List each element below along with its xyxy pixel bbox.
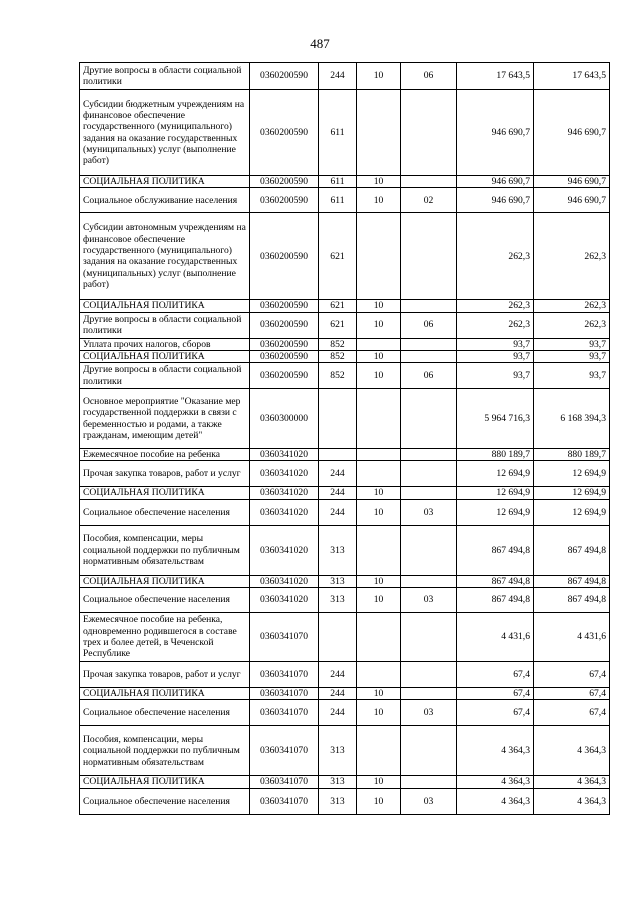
expense-type-cell: 611 — [319, 90, 357, 176]
subsection-cell — [401, 389, 457, 449]
target-article-code-cell: 0360200590 — [250, 213, 319, 300]
target-article-code-cell: 0360341020 — [250, 487, 319, 499]
amount-year2-cell: 4 364,3 — [534, 776, 610, 788]
amount-year2-cell: 946 690,7 — [534, 188, 610, 213]
amount-year1-cell: 17 643,5 — [457, 63, 534, 90]
target-article-code-cell: 0360341070 — [250, 662, 319, 688]
amount-year2-cell: 93,7 — [534, 363, 610, 389]
row-name-cell: Ежемесячное пособие на ребенка, одновременно родившегося в составе трех и более детей, в Чеченской Республике — [80, 613, 250, 662]
target-article-code-cell: 0360300000 — [250, 389, 319, 449]
section-cell: 10 — [357, 700, 401, 726]
row-name-cell: Социальное обеспечение населения — [80, 700, 250, 726]
expense-type-cell: 244 — [319, 487, 357, 499]
amount-year2-cell: 17 643,5 — [534, 63, 610, 90]
section-cell — [357, 662, 401, 688]
row-name-cell: Социальное обеспечение населения — [80, 499, 250, 525]
section-cell: 10 — [357, 499, 401, 525]
subsection-cell: 06 — [401, 363, 457, 389]
amount-year2-cell: 262,3 — [534, 213, 610, 300]
expense-type-cell: 621 — [319, 213, 357, 300]
target-article-code-cell: 0360200590 — [250, 176, 319, 188]
amount-year1-cell: 262,3 — [457, 300, 534, 312]
budget-table — [79, 62, 610, 815]
target-article-code-cell: 0360341070 — [250, 726, 319, 776]
row-name-cell: Другие вопросы в области социальной политики — [80, 312, 250, 338]
amount-year2-cell: 4 364,3 — [534, 788, 610, 814]
target-article-code-cell: 0360341020 — [250, 525, 319, 575]
amount-year2-cell: 946 690,7 — [534, 90, 610, 176]
subsection-cell — [401, 575, 457, 587]
table-row — [80, 588, 610, 613]
row-name-cell: СОЦИАЛЬНАЯ ПОЛИТИКА — [80, 487, 250, 499]
subsection-cell — [401, 525, 457, 575]
row-name-cell: Прочая закупка товаров, работ и услуг — [80, 662, 250, 688]
section-cell: 10 — [357, 300, 401, 312]
target-article-code-cell: 0360341070 — [250, 700, 319, 726]
subsection-cell — [401, 350, 457, 362]
table-row — [80, 525, 610, 575]
table-row — [80, 63, 610, 90]
section-cell: 10 — [357, 363, 401, 389]
amount-year1-cell: 67,4 — [457, 700, 534, 726]
amount-year1-cell: 12 694,9 — [457, 499, 534, 525]
row-name-cell: Другие вопросы в области социальной политики — [80, 363, 250, 389]
expense-type-cell: 244 — [319, 461, 357, 487]
subsection-cell — [401, 726, 457, 776]
expense-type-cell: 313 — [319, 575, 357, 587]
section-cell: 10 — [357, 776, 401, 788]
table-row — [80, 461, 610, 487]
table-row — [80, 487, 610, 499]
subsection-cell — [401, 688, 457, 700]
expense-type-cell: 313 — [319, 788, 357, 814]
amount-year1-cell: 4 364,3 — [457, 726, 534, 776]
amount-year1-cell: 5 964 716,3 — [457, 389, 534, 449]
expense-type-cell: 611 — [319, 176, 357, 188]
table-row — [80, 90, 610, 176]
target-article-code-cell: 0360200590 — [250, 338, 319, 350]
amount-year1-cell: 93,7 — [457, 350, 534, 362]
amount-year2-cell: 262,3 — [534, 300, 610, 312]
amount-year1-cell: 946 690,7 — [457, 176, 534, 188]
subsection-cell: 06 — [401, 312, 457, 338]
target-article-code-cell: 0360200590 — [250, 188, 319, 213]
row-name-cell: СОЦИАЛЬНАЯ ПОЛИТИКА — [80, 688, 250, 700]
amount-year1-cell: 12 694,9 — [457, 487, 534, 499]
section-cell — [357, 461, 401, 487]
section-cell — [357, 449, 401, 461]
target-article-code-cell: 0360341070 — [250, 776, 319, 788]
amount-year2-cell: 6 168 394,3 — [534, 389, 610, 449]
target-article-code-cell: 0360341070 — [250, 788, 319, 814]
table-row — [80, 350, 610, 362]
amount-year2-cell: 67,4 — [534, 688, 610, 700]
row-name-cell: Субсидии автономным учреждениям на финансовое обеспечение государственного (муниципального) задания на оказание государственных (муниципальных) услуг (выполнение работ) — [80, 213, 250, 300]
table-row — [80, 662, 610, 688]
subsection-cell — [401, 776, 457, 788]
amount-year2-cell: 262,3 — [534, 312, 610, 338]
expense-type-cell: 244 — [319, 700, 357, 726]
section-cell: 10 — [357, 312, 401, 338]
target-article-code-cell: 0360341020 — [250, 461, 319, 487]
subsection-cell — [401, 461, 457, 487]
subsection-cell — [401, 613, 457, 662]
row-name-cell: Субсидии бюджетным учреждениям на финансовое обеспечение государственного (муниципального) задания на оказание государственных (муниципальных) услуг (выполнение работ) — [80, 90, 250, 176]
amount-year2-cell: 880 189,7 — [534, 449, 610, 461]
row-name-cell: Прочая закупка товаров, работ и услуг — [80, 461, 250, 487]
section-cell: 10 — [357, 575, 401, 587]
table-row — [80, 613, 610, 662]
target-article-code-cell: 0360200590 — [250, 312, 319, 338]
row-name-cell: Социальное обеспечение населения — [80, 588, 250, 613]
expense-type-cell: 852 — [319, 338, 357, 350]
section-cell: 10 — [357, 188, 401, 213]
subsection-cell: 03 — [401, 588, 457, 613]
section-cell — [357, 338, 401, 350]
section-cell — [357, 726, 401, 776]
section-cell — [357, 389, 401, 449]
row-name-cell: Социальное обслуживание населения — [80, 188, 250, 213]
expense-type-cell: 611 — [319, 188, 357, 213]
subsection-cell: 03 — [401, 788, 457, 814]
expense-type-cell — [319, 449, 357, 461]
amount-year2-cell: 93,7 — [534, 350, 610, 362]
section-cell: 10 — [357, 788, 401, 814]
budget-table-body — [80, 63, 610, 815]
row-name-cell: Ежемесячное пособие на ребенка — [80, 449, 250, 461]
expense-type-cell — [319, 613, 357, 662]
table-row — [80, 788, 610, 814]
expense-type-cell: 244 — [319, 499, 357, 525]
table-row — [80, 188, 610, 213]
expense-type-cell: 244 — [319, 688, 357, 700]
target-article-code-cell: 0360200590 — [250, 300, 319, 312]
section-cell: 10 — [357, 588, 401, 613]
table-row — [80, 575, 610, 587]
section-cell — [357, 613, 401, 662]
amount-year2-cell: 93,7 — [534, 338, 610, 350]
section-cell — [357, 525, 401, 575]
row-name-cell: Основное мероприятие "Оказание мер государственной поддержки в связи с беременностью и родами, а также гражданам, имеющим детей" — [80, 389, 250, 449]
subsection-cell: 02 — [401, 188, 457, 213]
subsection-cell — [401, 90, 457, 176]
target-article-code-cell: 0360341020 — [250, 499, 319, 525]
target-article-code-cell: 0360200590 — [250, 63, 319, 90]
table-row — [80, 449, 610, 461]
page-number: 487 — [310, 36, 330, 51]
subsection-cell: 03 — [401, 499, 457, 525]
row-name-cell: Уплата прочих налогов, сборов — [80, 338, 250, 350]
amount-year2-cell: 4 364,3 — [534, 726, 610, 776]
table-row — [80, 688, 610, 700]
expense-type-cell: 313 — [319, 726, 357, 776]
amount-year1-cell: 4 431,6 — [457, 613, 534, 662]
section-cell: 10 — [357, 176, 401, 188]
expense-type-cell — [319, 389, 357, 449]
amount-year2-cell: 12 694,9 — [534, 499, 610, 525]
table-row — [80, 213, 610, 300]
amount-year1-cell: 867 494,8 — [457, 575, 534, 587]
row-name-cell: СОЦИАЛЬНАЯ ПОЛИТИКА — [80, 575, 250, 587]
amount-year1-cell: 4 364,3 — [457, 788, 534, 814]
amount-year1-cell: 67,4 — [457, 662, 534, 688]
amount-year1-cell: 93,7 — [457, 363, 534, 389]
amount-year2-cell: 12 694,9 — [534, 461, 610, 487]
target-article-code-cell: 0360341020 — [250, 575, 319, 587]
amount-year2-cell: 67,4 — [534, 700, 610, 726]
amount-year2-cell: 867 494,8 — [534, 575, 610, 587]
subsection-cell: 03 — [401, 700, 457, 726]
amount-year2-cell: 67,4 — [534, 662, 610, 688]
subsection-cell — [401, 176, 457, 188]
amount-year1-cell: 867 494,8 — [457, 525, 534, 575]
row-name-cell: СОЦИАЛЬНАЯ ПОЛИТИКА — [80, 776, 250, 788]
expense-type-cell: 621 — [319, 312, 357, 338]
row-name-cell: Пособия, компенсации, меры социальной поддержки по публичным нормативным обязательствам — [80, 525, 250, 575]
amount-year2-cell: 867 494,8 — [534, 588, 610, 613]
expense-type-cell: 313 — [319, 776, 357, 788]
section-cell — [357, 90, 401, 176]
row-name-cell: Другие вопросы в области социальной политики — [80, 63, 250, 90]
section-cell: 10 — [357, 487, 401, 499]
subsection-cell — [401, 213, 457, 300]
target-article-code-cell: 0360341070 — [250, 688, 319, 700]
amount-year1-cell: 880 189,7 — [457, 449, 534, 461]
subsection-cell — [401, 662, 457, 688]
amount-year2-cell: 12 694,9 — [534, 487, 610, 499]
amount-year1-cell: 93,7 — [457, 338, 534, 350]
expense-type-cell: 244 — [319, 662, 357, 688]
amount-year2-cell: 4 431,6 — [534, 613, 610, 662]
section-cell: 10 — [357, 350, 401, 362]
expense-type-cell: 621 — [319, 300, 357, 312]
expense-type-cell: 313 — [319, 588, 357, 613]
subsection-cell: 06 — [401, 63, 457, 90]
table-row — [80, 776, 610, 788]
table-row — [80, 726, 610, 776]
subsection-cell — [401, 338, 457, 350]
amount-year1-cell: 67,4 — [457, 688, 534, 700]
expense-type-cell: 244 — [319, 63, 357, 90]
table-row — [80, 389, 610, 449]
row-name-cell: Пособия, компенсации, меры социальной поддержки по публичным нормативным обязательствам — [80, 726, 250, 776]
subsection-cell — [401, 487, 457, 499]
table-row — [80, 176, 610, 188]
amount-year2-cell: 946 690,7 — [534, 176, 610, 188]
section-cell: 10 — [357, 688, 401, 700]
amount-year1-cell: 867 494,8 — [457, 588, 534, 613]
table-row — [80, 700, 610, 726]
target-article-code-cell: 0360200590 — [250, 350, 319, 362]
target-article-code-cell: 0360200590 — [250, 363, 319, 389]
row-name-cell: СОЦИАЛЬНАЯ ПОЛИТИКА — [80, 300, 250, 312]
amount-year1-cell: 262,3 — [457, 312, 534, 338]
subsection-cell — [401, 300, 457, 312]
row-name-cell: Социальное обеспечение населения — [80, 788, 250, 814]
amount-year1-cell: 12 694,9 — [457, 461, 534, 487]
amount-year2-cell: 867 494,8 — [534, 525, 610, 575]
expense-type-cell: 313 — [319, 525, 357, 575]
target-article-code-cell: 0360341070 — [250, 613, 319, 662]
row-name-cell: СОЦИАЛЬНАЯ ПОЛИТИКА — [80, 176, 250, 188]
amount-year1-cell: 4 364,3 — [457, 776, 534, 788]
target-article-code-cell: 0360341020 — [250, 588, 319, 613]
expense-type-cell: 852 — [319, 363, 357, 389]
table-row — [80, 363, 610, 389]
table-row — [80, 338, 610, 350]
table-row — [80, 312, 610, 338]
section-cell: 10 — [357, 63, 401, 90]
row-name-cell: СОЦИАЛЬНАЯ ПОЛИТИКА — [80, 350, 250, 362]
table-row — [80, 300, 610, 312]
target-article-code-cell: 0360200590 — [250, 90, 319, 176]
table-row — [80, 499, 610, 525]
amount-year1-cell: 946 690,7 — [457, 188, 534, 213]
amount-year1-cell: 946 690,7 — [457, 90, 534, 176]
target-article-code-cell: 0360341020 — [250, 449, 319, 461]
subsection-cell — [401, 449, 457, 461]
amount-year1-cell: 262,3 — [457, 213, 534, 300]
section-cell — [357, 213, 401, 300]
expense-type-cell: 852 — [319, 350, 357, 362]
